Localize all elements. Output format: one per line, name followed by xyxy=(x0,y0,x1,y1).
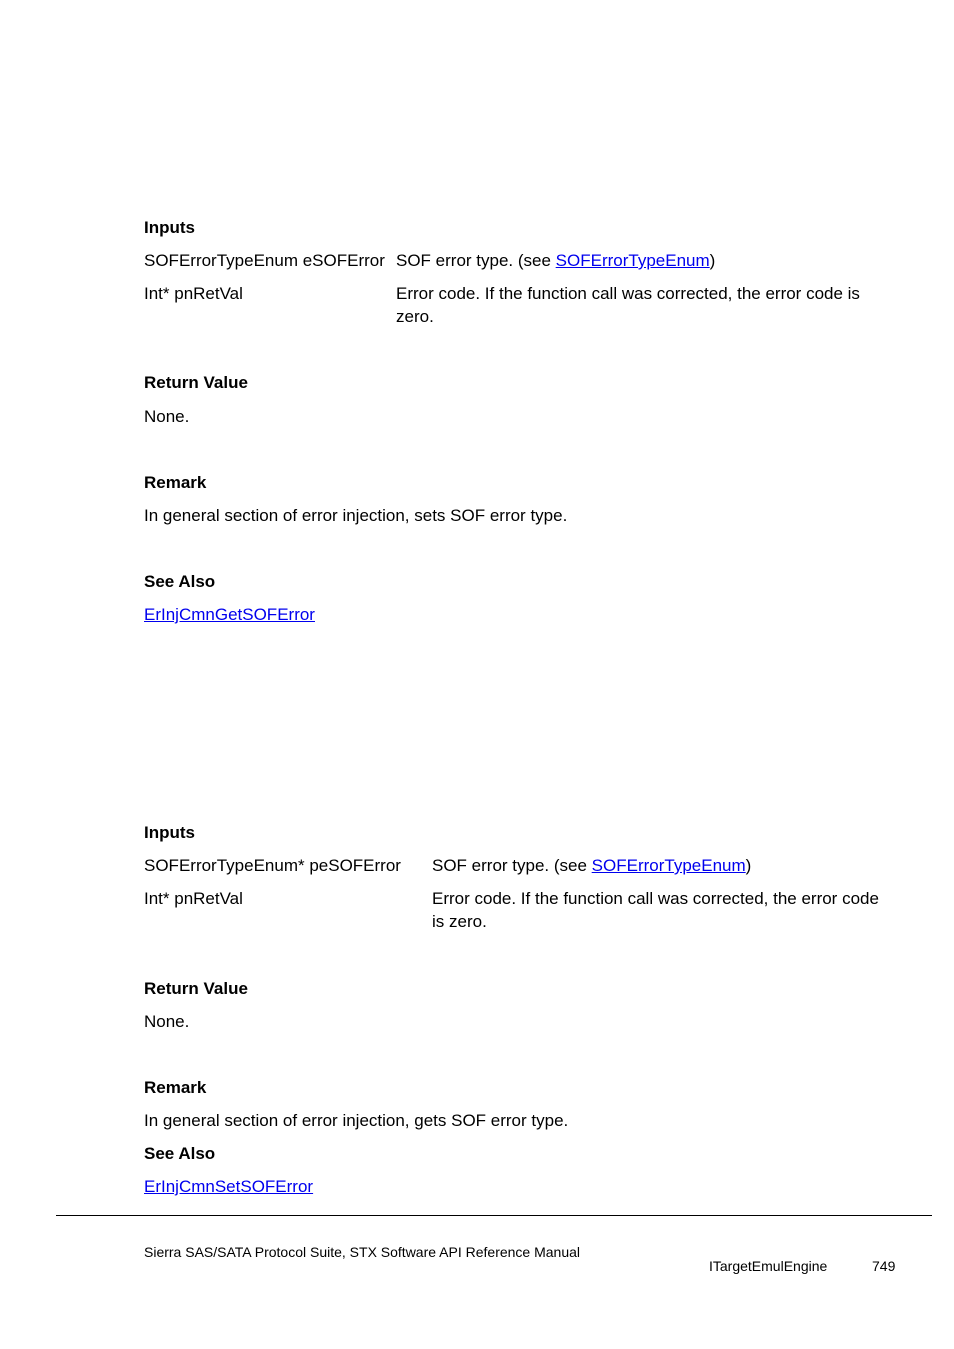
see-also-link[interactable]: ErInjCmnGetSOFError xyxy=(144,605,315,624)
param-description: Error code. If the function call was corrected, the error code is zero. xyxy=(396,284,860,326)
see-also-item xyxy=(144,1175,313,1198)
param-description xyxy=(396,249,715,272)
param-description-suffix: ) xyxy=(709,251,716,270)
param-description-suffix: ) xyxy=(745,856,752,875)
see-also-item xyxy=(144,603,315,626)
remark-heading: Remark xyxy=(144,473,207,492)
param-name: SOFErrorTypeEnum eSOFError xyxy=(144,251,385,270)
param-name: Int* pnRetVal xyxy=(144,889,243,908)
param-name: Int* pnRetVal xyxy=(144,284,243,303)
param-description-text: SOF error type. (see xyxy=(432,856,592,875)
remark-text: In general section of error injection, sets SOF error type. xyxy=(144,506,568,525)
inputs-heading: Inputs xyxy=(144,218,195,237)
remark-text: In general section of error injection, gets SOF error type. xyxy=(144,1111,569,1130)
footer-section-name: ITargetEmulEngine xyxy=(709,1258,828,1274)
param-description: Error code. If the function call was corrected, the error code is zero. xyxy=(432,889,879,931)
see-also-heading: See Also xyxy=(144,572,216,591)
footer-page-number: 749 xyxy=(872,1258,896,1274)
param-description xyxy=(432,854,751,877)
sof-error-type-enum-link[interactable]: SOFErrorTypeEnum xyxy=(591,856,746,875)
footer-manual-title: Sierra SAS/SATA Protocol Suite, STX Software API Reference Manual xyxy=(144,1244,581,1260)
see-also-heading: See Also xyxy=(144,1144,216,1163)
param-description-text: SOF error type. (see xyxy=(396,251,556,270)
return-value-heading: Return Value xyxy=(144,373,248,392)
return-value-heading: Return Value xyxy=(144,979,248,998)
see-also-link[interactable]: ErInjCmnSetSOFError xyxy=(144,1177,314,1196)
sof-error-type-enum-link[interactable]: SOFErrorTypeEnum xyxy=(555,251,710,270)
return-value-text: None. xyxy=(144,407,190,426)
footer-divider xyxy=(56,1215,932,1216)
remark-heading: Remark xyxy=(144,1078,207,1097)
return-value-text: None. xyxy=(144,1012,190,1031)
param-name: SOFErrorTypeEnum* peSOFError xyxy=(144,856,401,875)
inputs-heading: Inputs xyxy=(144,823,195,842)
